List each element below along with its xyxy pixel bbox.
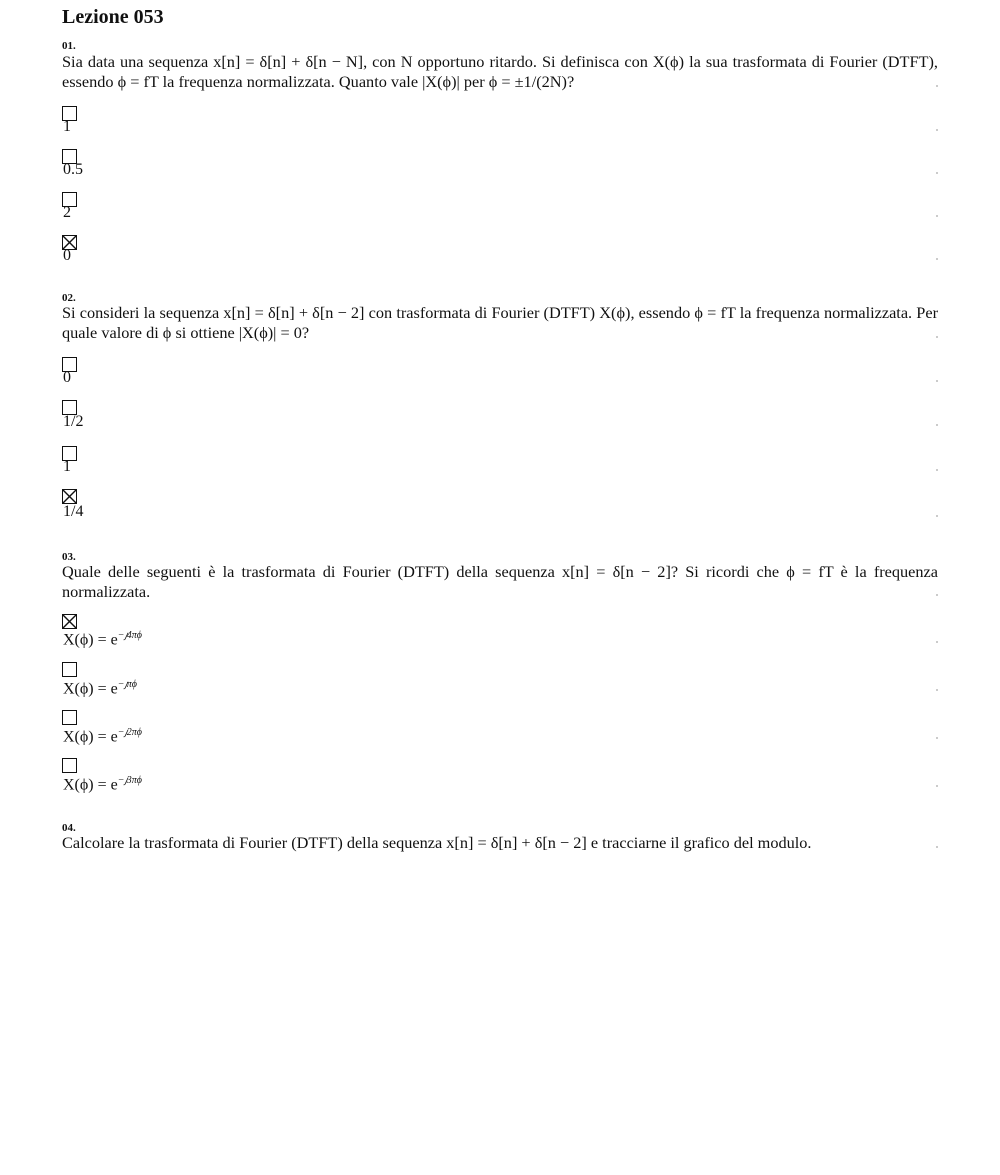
margin-dot (936, 641, 938, 643)
question-text: Si consideri la sequenza x[n] = δ[n] + δ[n − 2] con trasformata di Fourier (DTFT) X(ϕ), essendo ϕ = fT la frequenza normalizzata. Per quale valore di ϕ si ottiene |X(ϕ)| = 0? (62, 303, 938, 342)
page-title: Lezione 053 (62, 6, 164, 28)
option-checkbox[interactable] (62, 710, 77, 725)
option-label: 1/2 (63, 413, 84, 430)
option-label-exponent: −𝚥3πϕ (117, 775, 142, 786)
option-label: 2 (63, 204, 71, 221)
option-label (63, 676, 137, 698)
option-label-exponent: −𝚥4πϕ (117, 630, 142, 641)
option-label-base: X(ϕ) = e (63, 728, 118, 746)
option-label: 1 (63, 118, 71, 135)
option-label-base: X(ϕ) = e (63, 776, 118, 794)
question-number: 02. (62, 292, 76, 304)
margin-dot (936, 424, 938, 426)
option-checkbox[interactable] (62, 758, 77, 773)
option-label (63, 772, 142, 794)
margin-dot (936, 689, 938, 691)
option-label-base: X(ϕ) = e (63, 631, 118, 649)
question-text: Sia data una sequenza x[n] = δ[n] + δ[n − N], con N opportuno ritardo. Si definisca con X(ϕ) la sua trasformata di Fourier (DTFT), essendo ϕ = fT la frequenza normalizzata. Quanto vale |X(ϕ)| per ϕ = ±1/(2N)? (62, 52, 938, 91)
option-label-exponent: −𝚥πϕ (117, 679, 137, 690)
margin-dot (936, 515, 938, 517)
option-checkbox[interactable] (62, 489, 77, 504)
margin-dot (936, 172, 938, 174)
margin-dot (936, 737, 938, 739)
checked-cross-icon (63, 490, 76, 503)
margin-dot (936, 258, 938, 260)
margin-dot (936, 129, 938, 131)
margin-dot (936, 336, 938, 338)
option-label: 1/4 (63, 503, 84, 520)
margin-dot (936, 469, 938, 471)
margin-dot (936, 215, 938, 217)
question-text: Quale delle seguenti è la trasformata di Fourier (DTFT) della sequenza x[n] = δ[n − 2]? Si ricordi che ϕ = fT è la frequenza normalizzata. (62, 562, 938, 601)
margin-dot (936, 846, 938, 848)
question-number: 04. (62, 822, 76, 834)
option-label-exponent: −𝚥2πϕ (117, 727, 142, 738)
option-checkbox[interactable] (62, 662, 77, 677)
option-label (63, 627, 142, 649)
question-number: 01. (62, 40, 76, 52)
option-label (63, 724, 142, 746)
margin-dot (936, 85, 938, 87)
option-label-base: X(ϕ) = e (63, 680, 118, 698)
question-number: 03. (62, 551, 76, 563)
question-text: Calcolare la trasformata di Fourier (DTFT) della sequenza x[n] = δ[n] + δ[n − 2] e tracciarne il grafico del modulo. (62, 833, 812, 852)
option-label: 0.5 (63, 161, 83, 178)
option-label: 0 (63, 247, 71, 264)
margin-dot (936, 380, 938, 382)
margin-dot (936, 594, 938, 596)
option-label: 0 (63, 369, 71, 386)
margin-dot (936, 785, 938, 787)
option-label: 1 (63, 458, 71, 475)
